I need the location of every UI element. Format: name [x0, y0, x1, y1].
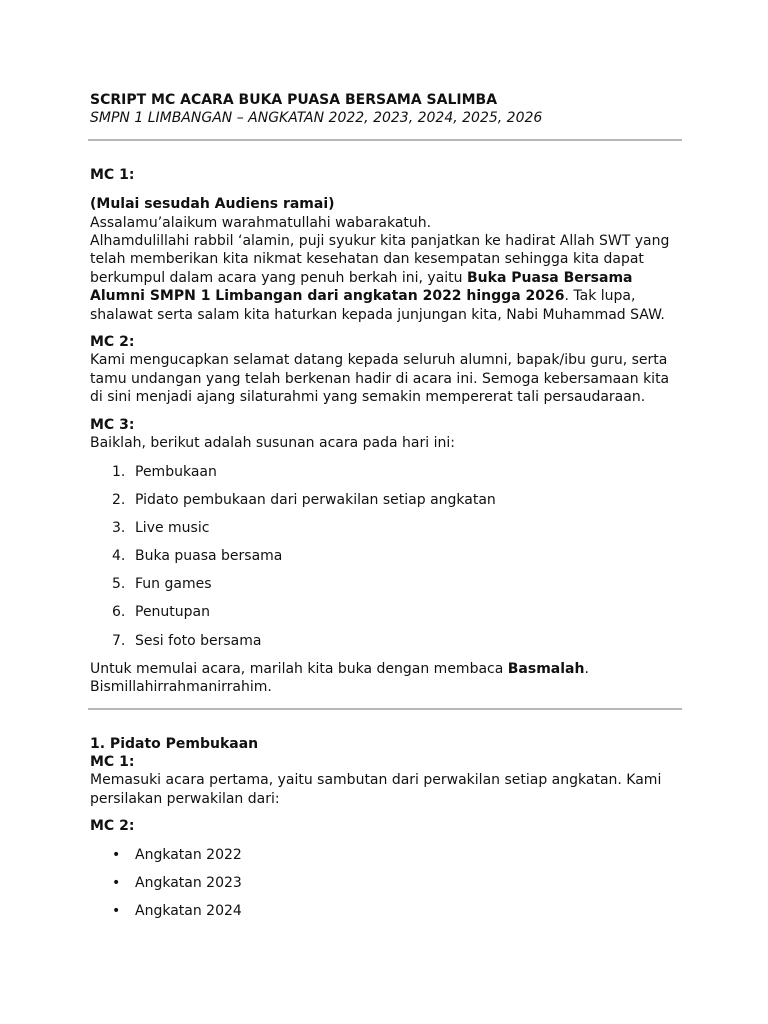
- angkatan-list: [90, 846, 680, 931]
- agenda-number: 5.: [112, 576, 126, 593]
- agenda-number: 3.: [112, 519, 126, 536]
- agenda-item: [90, 575, 680, 603]
- agenda-number: 1.: [112, 463, 126, 480]
- angkatan-label: Angkatan 2023: [135, 874, 242, 891]
- mc2-text: Kami mengucapkan selamat datang kepada seluruh alumni, bapak/ibu guru, serta tamu undangan yang telah berkenan hadir di acara ini. Semoga kebersamaan kita di sini menjadi ajang silaturahmi yang semakin mempererat tali persaudaraan.: [90, 352, 670, 406]
- mc3-text: Baiklah, berikut adalah susunan acara pada hari ini:: [90, 435, 455, 452]
- agenda-label: Penutupan: [135, 604, 211, 621]
- agenda-label: Buka puasa bersama: [135, 548, 283, 565]
- stage-note: (Mulai sesudah Audiens ramai): [90, 196, 335, 213]
- agenda-item: [90, 603, 680, 631]
- event-name-bold: Buka Puasa Bersama Alumni SMPN 1 Limbangan dari angkatan 2022 hingga 2026: [90, 269, 633, 305]
- agenda-number: 7.: [112, 632, 126, 649]
- divider: [88, 708, 682, 710]
- angkatan-label: Angkatan 2024: [135, 903, 242, 920]
- agenda-number: 6.: [112, 604, 126, 621]
- agenda-item: [90, 519, 680, 547]
- bismillah-line: Bismillahirrahmanirrahim.: [90, 679, 272, 696]
- agenda-label: Fun games: [135, 576, 212, 593]
- document-body: [90, 91, 680, 930]
- bullet-icon: •: [112, 903, 121, 920]
- agenda-item: [90, 463, 680, 491]
- closing-line: [90, 660, 680, 678]
- angkatan-label: Angkatan 2022: [135, 846, 242, 863]
- section-heading: 1. Pidato Pembukaan: [90, 735, 259, 752]
- agenda-item: [90, 632, 680, 660]
- mc1-label: MC 1:: [90, 166, 135, 183]
- agenda-list: [90, 463, 680, 660]
- greeting-text: Assalamu’alaikum warahmatullahi wabarakatuh.: [90, 214, 432, 231]
- divider: [88, 139, 682, 141]
- mc1-text: Memasuki acara pertama, yaitu sambutan dari perwakilan setiap angkatan. Kami persilakan perwakilan dari:: [90, 772, 662, 807]
- agenda-item: [90, 491, 680, 519]
- opening-paragraph: [90, 232, 680, 324]
- basmalah-bold: Basmalah: [507, 660, 585, 677]
- document-title: SCRIPT MC ACARA BUKA PUASA BERSAMA SALIMBA: [90, 92, 498, 108]
- bullet-icon: •: [112, 874, 121, 891]
- opening-text-start: Alhamdulillahi rabbil ‘alamin, puji syukur kita panjatkan ke hadirat Allah SWT yang telah memberikan kita nikmat kesehatan dan kesempatan sehingga kita dapat berkumpul dalam acara yang penuh berkah ini, yaitu: [90, 233, 670, 286]
- agenda-label: Live music: [135, 519, 210, 536]
- mc2-label: MC 2:: [90, 334, 135, 351]
- agenda-item: [90, 547, 680, 575]
- mc2-label: MC 2:: [90, 818, 135, 835]
- document-subtitle: SMPN 1 LIMBANGAN – ANGKATAN 2022, 2023, 2024, 2025, 2026: [90, 110, 543, 127]
- agenda-number: 2.: [112, 491, 126, 508]
- angkatan-item: [90, 846, 680, 874]
- mc3-label: MC 3:: [90, 416, 135, 433]
- agenda-label: Pembukaan: [135, 463, 217, 480]
- mc1-label: MC 1:: [90, 754, 135, 771]
- angkatan-item: [90, 874, 680, 902]
- agenda-number: 4.: [112, 548, 126, 565]
- angkatan-item: [90, 902, 680, 930]
- opening-text-end: . Tak lupa, shalawat serta salam kita haturkan kepada junjungan kita, Nabi Muhammad SAW.: [90, 288, 665, 323]
- closing-text-end: .: [584, 660, 589, 677]
- bullet-icon: •: [112, 846, 121, 863]
- closing-text-start: Untuk memulai acara, marilah kita buka dengan membaca: [90, 660, 508, 677]
- agenda-label: Pidato pembukaan dari perwakilan setiap angkatan: [135, 491, 496, 508]
- agenda-label: Sesi foto bersama: [135, 632, 262, 649]
